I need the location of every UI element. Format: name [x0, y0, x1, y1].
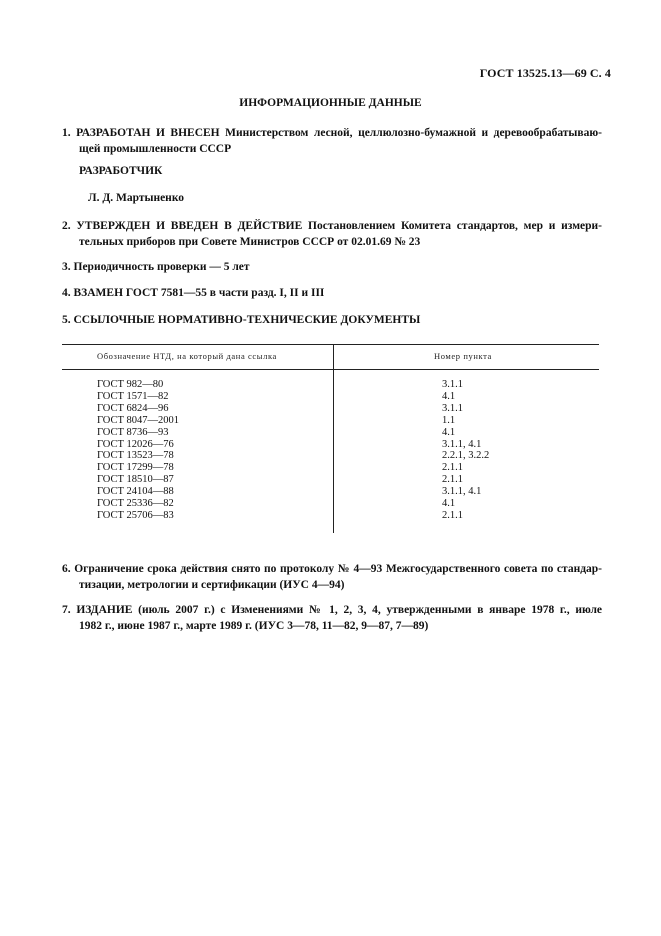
table-row-item: 2.1.1 [442, 462, 463, 474]
table-row-item: 2.2.1, 3.2.2 [442, 450, 490, 462]
table-header-item: Номер пункта [434, 351, 492, 361]
table-row-item: 4.1 [442, 426, 456, 438]
table-row-doc: ГОСТ 24104—88 [97, 486, 174, 498]
table-header-rule [62, 369, 599, 370]
table-row-item: 3.1.1, 4.1 [442, 438, 482, 450]
table-row-doc: ГОСТ 25336—82 [97, 498, 174, 510]
section-3-line1: 3. Периодичность проверки — 5 лет [62, 261, 250, 273]
table-row-item: 2.1.1 [442, 474, 463, 486]
section-5-line1: 5. ССЫЛОЧНЫЕ НОРМАТИВНО-ТЕХНИЧЕСКИЕ ДОКУМЕНТЫ [62, 314, 421, 326]
page-title: ИНФОРМАЦИОННЫЕ ДАННЫЕ [239, 97, 422, 109]
section-4 [62, 285, 602, 301]
table-row-item: 3.1.1 [442, 402, 463, 414]
section-4-line1: 4. ВЗАМЕН ГОСТ 7581—55 в части разд. I, II и III [62, 287, 325, 299]
section-2-line2: тельных приборов при Совете Министров СССР от 02.01.69 № 23 [79, 236, 421, 248]
table-row-doc: ГОСТ 12026—76 [97, 438, 174, 450]
section-6-line2: тизации, метрологии и сертификации (ИУС 4—94) [79, 579, 345, 591]
table-row-doc: ГОСТ 8736—93 [97, 426, 169, 438]
section-6-line1: 6. Ограничение срока действия снято по протоколу № 4—93 Межгосударственного совета по стандар- [62, 563, 602, 575]
table-document-column [97, 379, 179, 522]
table-item-column [442, 379, 489, 522]
table-row-item: 1.1 [442, 414, 456, 426]
table-row-item: 3.1.1, 4.1 [442, 486, 482, 498]
table-row-item: 2.1.1 [442, 509, 463, 521]
section-6 [62, 561, 602, 593]
table-row-item: 4.1 [442, 390, 456, 402]
table-header-document: Обозначение НТД, на который дана ссылка [97, 351, 277, 361]
table-row-doc: ГОСТ 18510—87 [97, 474, 174, 486]
table-row-doc: ГОСТ 13523—78 [97, 450, 174, 462]
table-row-doc: ГОСТ 6824—96 [97, 402, 169, 414]
section-7-line2: 1982 г., июне 1987 г., марте 1989 г. (ИУС 3—78, 11—82, 9—87, 7—89) [79, 620, 429, 632]
section-1-line1: 1. РАЗРАБОТАН И ВНЕСЕН Министерством лесной, целлюлозно-бумажной и деревообрабатываю- [62, 127, 602, 139]
table-row-item: 4.1 [442, 498, 456, 510]
section-1 [62, 125, 602, 157]
section-7 [62, 602, 602, 634]
standard-reference: ГОСТ 13525.13—69 С. 4 [479, 66, 611, 80]
section-2-line1: 2. УТВЕРЖДЕН И ВВЕДЕН В ДЕЙСТВИЕ Постановлением Комитета стандартов, мер и измери- [62, 220, 602, 232]
table-row-item: 3.1.1 [442, 379, 463, 390]
table-row-doc: ГОСТ 1571—82 [97, 390, 169, 402]
developer-label: РАЗРАБОТЧИК [79, 165, 163, 177]
section-1-line2: щей промышленности СССР [79, 143, 232, 155]
table-row-doc: ГОСТ 8047—2001 [97, 414, 180, 426]
table-row-doc: ГОСТ 17299—78 [97, 462, 174, 474]
developer-name: Л. Д. Мартыненко [88, 192, 185, 204]
section-5 [62, 312, 602, 328]
section-2 [62, 218, 602, 250]
table-column-divider [333, 344, 334, 533]
section-7-line1: 7. ИЗДАНИЕ (июль 2007 г.) с Изменениями № 1, 2, 3, 4, утвержденными в январе 1978 г., июле [62, 604, 602, 616]
section-3 [62, 259, 602, 275]
table-row-doc: ГОСТ 982—80 [97, 379, 164, 390]
table-row-doc: ГОСТ 25706—83 [97, 509, 174, 521]
table-top-rule [62, 344, 599, 345]
